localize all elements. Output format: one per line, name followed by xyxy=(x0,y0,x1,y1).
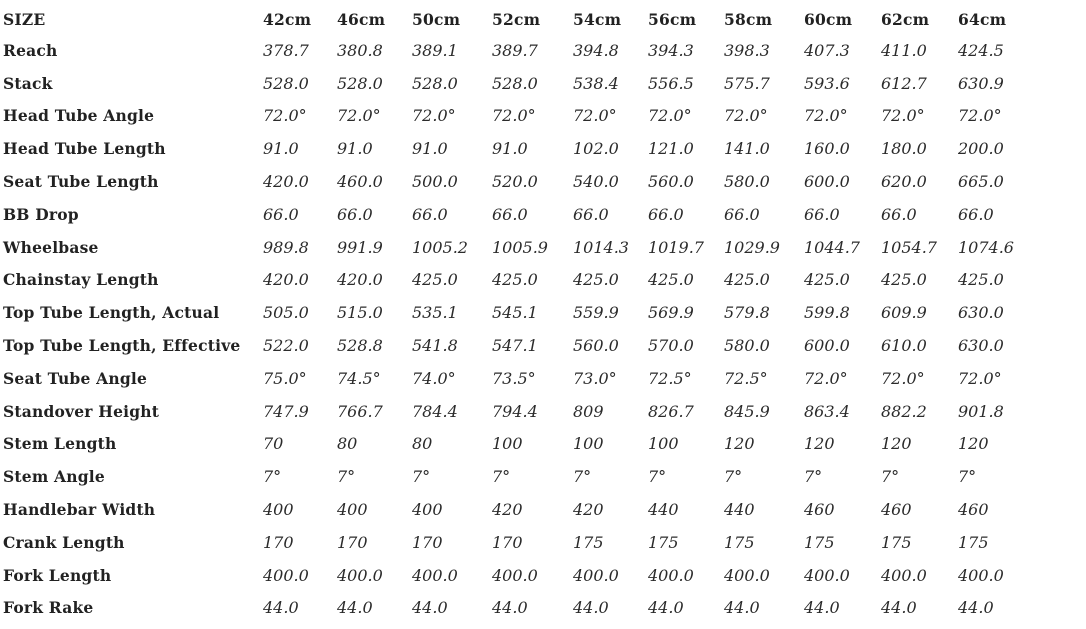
table-cell: 398.3 xyxy=(724,40,770,60)
table-cell: 1014.3 xyxy=(573,237,629,257)
table-cell: 766.7 xyxy=(337,401,383,421)
table-cell: 66.0 xyxy=(573,204,609,224)
table-cell: 420 xyxy=(492,500,523,520)
table-cell: 44.0 xyxy=(573,598,609,618)
table-cell: 7° xyxy=(337,467,356,487)
table-cell: 72.5° xyxy=(724,368,768,388)
row-label: Crank Length xyxy=(3,532,125,552)
table-cell: 80 xyxy=(337,434,358,454)
table-row xyxy=(0,67,1038,100)
table-cell: 882.2 xyxy=(881,401,927,421)
table-cell: 7° xyxy=(804,467,823,487)
table-cell: 73.0° xyxy=(573,368,617,388)
size-column-header: 50cm xyxy=(412,9,461,29)
table-cell: 400.0 xyxy=(263,565,309,585)
table-cell: 7° xyxy=(412,467,431,487)
table-cell: 784.4 xyxy=(412,401,458,421)
table-cell: 120 xyxy=(958,434,989,454)
table-cell: 620.0 xyxy=(881,172,927,192)
table-cell: 44.0 xyxy=(881,598,917,618)
table-cell: 528.8 xyxy=(337,336,383,356)
table-cell: 424.5 xyxy=(958,40,1004,60)
table-cell: 44.0 xyxy=(337,598,373,618)
table-cell: 460.0 xyxy=(337,172,383,192)
table-cell: 44.0 xyxy=(412,598,448,618)
table-cell: 559.9 xyxy=(573,303,619,323)
size-column-header: 46cm xyxy=(337,9,386,29)
table-cell: 175 xyxy=(648,532,679,552)
table-row xyxy=(0,460,1038,493)
table-cell: 44.0 xyxy=(263,598,299,618)
table-cell: 1005.9 xyxy=(492,237,548,257)
geometry-table xyxy=(0,4,1038,624)
size-column-header: 64cm xyxy=(958,9,1007,29)
table-cell: 72.0° xyxy=(958,106,1002,126)
size-column-header: 52cm xyxy=(492,9,541,29)
table-cell: 102.0 xyxy=(573,139,619,159)
table-row xyxy=(0,165,1038,198)
table-row xyxy=(0,100,1038,133)
table-row xyxy=(0,428,1038,461)
table-cell: 66.0 xyxy=(958,204,994,224)
header-row xyxy=(0,4,1038,34)
table-cell: 72.0° xyxy=(492,106,536,126)
table-cell: 665.0 xyxy=(958,172,1004,192)
table-cell: 1054.7 xyxy=(881,237,937,257)
table-cell: 44.0 xyxy=(804,598,840,618)
table-cell: 989.8 xyxy=(263,237,309,257)
table-cell: 826.7 xyxy=(648,401,694,421)
size-column-header: 62cm xyxy=(881,9,930,29)
table-cell: 863.4 xyxy=(804,401,850,421)
size-column-header: 60cm xyxy=(804,9,853,29)
table-row xyxy=(0,559,1038,592)
table-cell: 66.0 xyxy=(337,204,373,224)
row-label: Standover Height xyxy=(3,401,160,421)
table-cell: 400.0 xyxy=(573,565,619,585)
table-cell: 1019.7 xyxy=(648,237,704,257)
table-cell: 72.0° xyxy=(573,106,617,126)
table-cell: 901.8 xyxy=(958,401,1004,421)
table-cell: 73.5° xyxy=(492,368,536,388)
table-cell: 100 xyxy=(648,434,679,454)
size-column-header: 42cm xyxy=(263,9,312,29)
table-cell: 547.1 xyxy=(492,336,538,356)
table-cell: 7° xyxy=(263,467,282,487)
table-cell: 100 xyxy=(492,434,523,454)
table-cell: 630.0 xyxy=(958,336,1004,356)
row-label: Wheelbase xyxy=(3,237,99,257)
table-cell: 7° xyxy=(648,467,667,487)
table-cell: 579.8 xyxy=(724,303,770,323)
table-cell: 7° xyxy=(724,467,743,487)
table-cell: 580.0 xyxy=(724,336,770,356)
table-cell: 72.0° xyxy=(881,106,925,126)
table-cell: 400.0 xyxy=(412,565,458,585)
row-label: Head Tube Angle xyxy=(3,106,155,126)
table-cell: 630.0 xyxy=(958,303,1004,323)
table-cell: 528.0 xyxy=(492,73,538,93)
table-cell: 175 xyxy=(881,532,912,552)
row-label: Reach xyxy=(3,40,58,60)
table-row xyxy=(0,264,1038,297)
table-cell: 538.4 xyxy=(573,73,619,93)
table-cell: 44.0 xyxy=(958,598,994,618)
table-cell: 1044.7 xyxy=(804,237,860,257)
table-cell: 420.0 xyxy=(263,172,309,192)
table-cell: 400.0 xyxy=(492,565,538,585)
table-cell: 74.0° xyxy=(412,368,456,388)
table-cell: 425.0 xyxy=(724,270,770,290)
table-cell: 44.0 xyxy=(648,598,684,618)
table-cell: 66.0 xyxy=(492,204,528,224)
table-cell: 440 xyxy=(648,500,679,520)
table-cell: 425.0 xyxy=(648,270,694,290)
table-cell: 120 xyxy=(804,434,835,454)
table-cell: 535.1 xyxy=(412,303,458,323)
table-cell: 593.6 xyxy=(804,73,850,93)
table-cell: 400 xyxy=(263,500,294,520)
table-cell: 91.0 xyxy=(263,139,299,159)
table-cell: 505.0 xyxy=(263,303,309,323)
table-cell: 200.0 xyxy=(958,139,1004,159)
table-cell: 120 xyxy=(724,434,755,454)
table-cell: 175 xyxy=(804,532,835,552)
table-cell: 7° xyxy=(958,467,977,487)
table-cell: 72.0° xyxy=(412,106,456,126)
table-cell: 400.0 xyxy=(337,565,383,585)
table-cell: 75.0° xyxy=(263,368,307,388)
table-cell: 72.5° xyxy=(648,368,692,388)
table-cell: 175 xyxy=(573,532,604,552)
table-cell: 515.0 xyxy=(337,303,383,323)
table-row xyxy=(0,132,1038,165)
table-cell: 66.0 xyxy=(263,204,299,224)
row-label: Fork Length xyxy=(3,565,112,585)
table-cell: 394.8 xyxy=(573,40,619,60)
table-cell: 66.0 xyxy=(412,204,448,224)
row-label: Top Tube Length, Actual xyxy=(3,303,220,323)
table-cell: 600.0 xyxy=(804,336,850,356)
table-cell: 170 xyxy=(492,532,523,552)
table-row xyxy=(0,296,1038,329)
table-row xyxy=(0,362,1038,395)
geometry-table-body xyxy=(0,34,1038,624)
table-cell: 72.0° xyxy=(804,368,848,388)
table-cell: 70 xyxy=(263,434,284,454)
table-cell: 425.0 xyxy=(881,270,927,290)
table-cell: 400.0 xyxy=(648,565,694,585)
table-cell: 560.0 xyxy=(573,336,619,356)
table-cell: 460 xyxy=(958,500,989,520)
table-row xyxy=(0,493,1038,526)
table-cell: 845.9 xyxy=(724,401,770,421)
table-cell: 420.0 xyxy=(263,270,309,290)
size-column-header: 56cm xyxy=(648,9,697,29)
row-label: BB Drop xyxy=(3,204,79,224)
table-cell: 600.0 xyxy=(804,172,850,192)
table-cell: 378.7 xyxy=(263,40,309,60)
table-cell: 175 xyxy=(724,532,755,552)
table-cell: 400 xyxy=(412,500,443,520)
table-cell: 66.0 xyxy=(648,204,684,224)
table-cell: 794.4 xyxy=(492,401,538,421)
size-header-label: SIZE xyxy=(3,9,46,29)
table-cell: 400 xyxy=(337,500,368,520)
table-cell: 575.7 xyxy=(724,73,770,93)
table-cell: 610.0 xyxy=(881,336,927,356)
table-cell: 1029.9 xyxy=(724,237,780,257)
table-cell: 175 xyxy=(958,532,989,552)
table-cell: 500.0 xyxy=(412,172,458,192)
table-cell: 170 xyxy=(263,532,294,552)
table-cell: 580.0 xyxy=(724,172,770,192)
table-cell: 72.0° xyxy=(881,368,925,388)
table-row xyxy=(0,34,1038,67)
table-cell: 407.3 xyxy=(804,40,850,60)
table-cell: 7° xyxy=(881,467,900,487)
table-cell: 609.9 xyxy=(881,303,927,323)
table-cell: 170 xyxy=(412,532,443,552)
row-label: Top Tube Length, Effective xyxy=(3,336,241,356)
table-cell: 389.1 xyxy=(412,40,458,60)
table-cell: 180.0 xyxy=(881,139,927,159)
table-cell: 556.5 xyxy=(648,73,694,93)
table-cell: 420.0 xyxy=(337,270,383,290)
table-cell: 528.0 xyxy=(337,73,383,93)
table-cell: 160.0 xyxy=(804,139,850,159)
table-cell: 522.0 xyxy=(263,336,309,356)
table-cell: 540.0 xyxy=(573,172,619,192)
table-cell: 72.0° xyxy=(804,106,848,126)
size-column-header: 58cm xyxy=(724,9,773,29)
table-cell: 74.5° xyxy=(337,368,381,388)
table-cell: 400.0 xyxy=(881,565,927,585)
table-cell: 44.0 xyxy=(492,598,528,618)
size-column-header: 54cm xyxy=(573,9,622,29)
table-cell: 100 xyxy=(573,434,604,454)
table-cell: 400.0 xyxy=(804,565,850,585)
row-label: Fork Rake xyxy=(3,598,94,618)
table-cell: 389.7 xyxy=(492,40,538,60)
row-label: Stem Length xyxy=(3,434,117,454)
table-cell: 425.0 xyxy=(412,270,458,290)
row-label: Seat Tube Angle xyxy=(3,368,148,388)
table-cell: 425.0 xyxy=(804,270,850,290)
row-label: Chainstay Length xyxy=(3,270,159,290)
table-cell: 400.0 xyxy=(724,565,770,585)
table-cell: 570.0 xyxy=(648,336,694,356)
row-label: Head Tube Length xyxy=(3,139,166,159)
table-cell: 460 xyxy=(804,500,835,520)
table-cell: 72.0° xyxy=(958,368,1002,388)
table-cell: 170 xyxy=(337,532,368,552)
table-row xyxy=(0,329,1038,362)
table-cell: 80 xyxy=(412,434,433,454)
table-cell: 400.0 xyxy=(958,565,1004,585)
table-cell: 425.0 xyxy=(492,270,538,290)
table-cell: 141.0 xyxy=(724,139,770,159)
table-cell: 440 xyxy=(724,500,755,520)
table-row xyxy=(0,526,1038,559)
table-cell: 425.0 xyxy=(958,270,1004,290)
row-label: Stack xyxy=(3,73,53,93)
table-row xyxy=(0,395,1038,428)
table-cell: 7° xyxy=(492,467,511,487)
table-cell: 569.9 xyxy=(648,303,694,323)
table-cell: 747.9 xyxy=(263,401,309,421)
table-cell: 809 xyxy=(573,401,604,421)
row-label: Stem Angle xyxy=(3,467,105,487)
table-cell: 520.0 xyxy=(492,172,538,192)
table-cell: 91.0 xyxy=(412,139,448,159)
table-cell: 66.0 xyxy=(804,204,840,224)
table-cell: 425.0 xyxy=(573,270,619,290)
table-cell: 120 xyxy=(881,434,912,454)
table-cell: 91.0 xyxy=(492,139,528,159)
table-cell: 121.0 xyxy=(648,139,694,159)
table-cell: 528.0 xyxy=(263,73,309,93)
table-cell: 560.0 xyxy=(648,172,694,192)
table-cell: 991.9 xyxy=(337,237,383,257)
table-cell: 66.0 xyxy=(724,204,760,224)
table-cell: 1074.6 xyxy=(958,237,1014,257)
table-cell: 394.3 xyxy=(648,40,694,60)
table-cell: 72.0° xyxy=(337,106,381,126)
table-cell: 630.9 xyxy=(958,73,1004,93)
table-cell: 380.8 xyxy=(337,40,383,60)
table-cell: 411.0 xyxy=(881,40,927,60)
table-cell: 91.0 xyxy=(337,139,373,159)
table-cell: 420 xyxy=(573,500,604,520)
table-cell: 460 xyxy=(881,500,912,520)
table-cell: 1005.2 xyxy=(412,237,468,257)
table-cell: 528.0 xyxy=(412,73,458,93)
table-cell: 541.8 xyxy=(412,336,458,356)
table-cell: 72.0° xyxy=(648,106,692,126)
table-cell: 545.1 xyxy=(492,303,538,323)
table-cell: 44.0 xyxy=(724,598,760,618)
table-cell: 72.0° xyxy=(724,106,768,126)
row-label: Seat Tube Length xyxy=(3,172,159,192)
row-label: Handlebar Width xyxy=(3,500,156,520)
table-row xyxy=(0,231,1038,264)
table-cell: 612.7 xyxy=(881,73,927,93)
table-cell: 599.8 xyxy=(804,303,850,323)
table-row xyxy=(0,198,1038,231)
table-row xyxy=(0,592,1038,625)
table-cell: 66.0 xyxy=(881,204,917,224)
table-cell: 7° xyxy=(573,467,592,487)
table-cell: 72.0° xyxy=(263,106,307,126)
